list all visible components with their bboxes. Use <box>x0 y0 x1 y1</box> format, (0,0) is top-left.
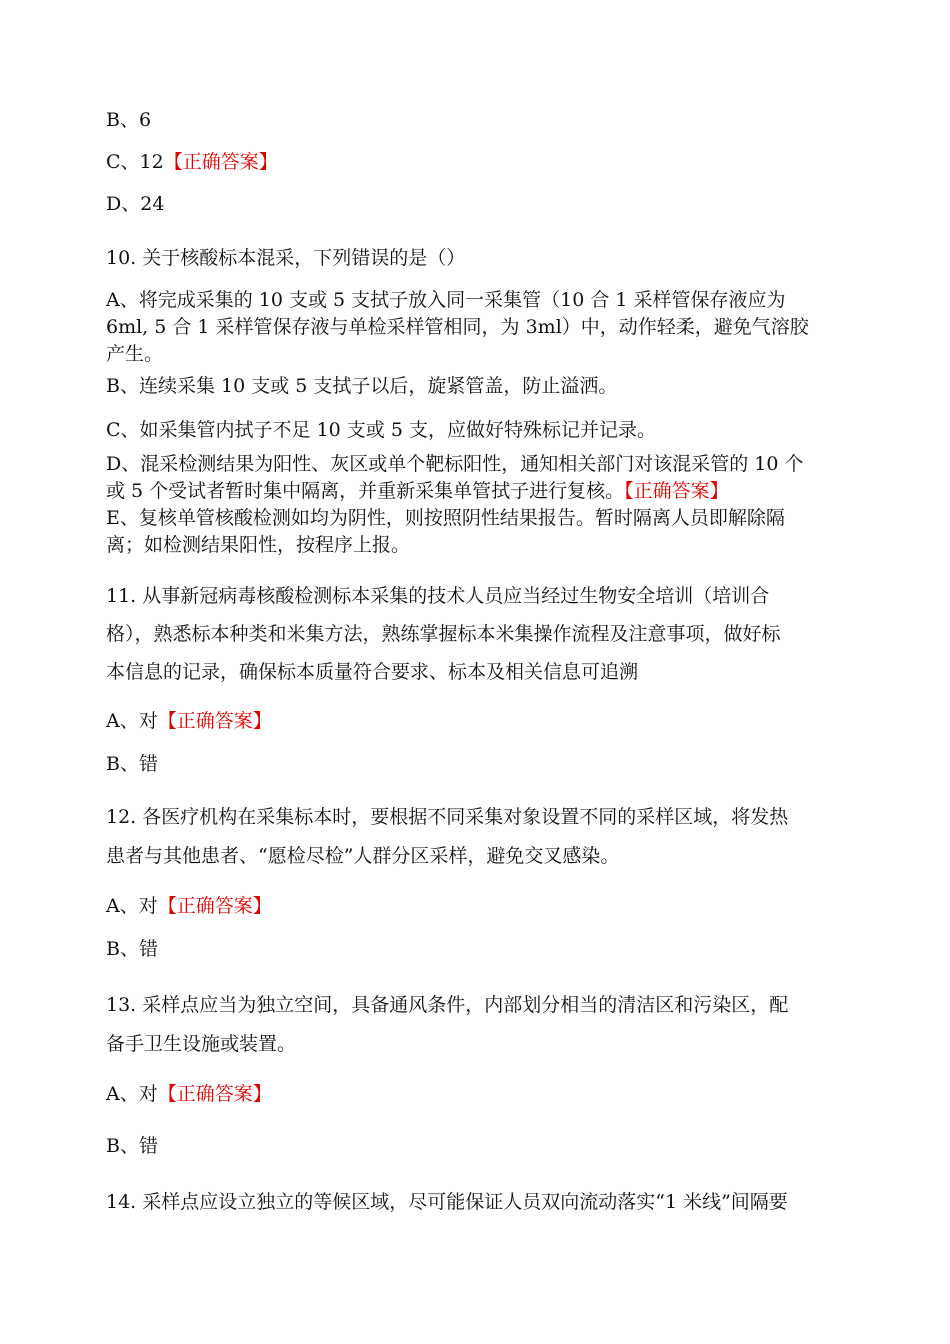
correct-answer-tag: 【正确答案】 <box>157 710 272 732</box>
q10-option-d-line-2 <box>106 477 729 505</box>
q13-stem-line-2: 备手卫生设施或装置。 <box>106 1033 297 1055</box>
q10-option-a-line-2: 6ml, 5 合 1 采样管保存液与单检采样管相同，为 3ml）中，动作轻柔，避免气溶胶 <box>106 316 809 338</box>
q9-option-d: D、24 <box>106 193 165 215</box>
option-text: C、12 <box>106 151 164 173</box>
q11-stem-line-2: 格），熟悉标本种类和米集方法，熟练掌握标本米集操作流程及注意事项，做好标 <box>106 623 781 645</box>
q10-option-c: C、如采集管内拭子不足 10 支或 5 支，应做好特殊标记并记录。 <box>106 419 656 441</box>
q11-option-a <box>106 707 272 735</box>
q10-option-a-line-1: A、将完成采集的 10 支或 5 支拭子放入同一采集管（10 合 1 采样管保存液应为 <box>106 289 786 311</box>
q13-option-b: B、错 <box>106 1135 158 1157</box>
q10-option-a-line-3: 产生。 <box>106 343 164 365</box>
option-text: A、对 <box>106 895 158 917</box>
option-text: A、对 <box>106 710 158 732</box>
correct-answer-tag: 【正确答案】 <box>163 151 278 173</box>
q13-option-a <box>106 1080 272 1108</box>
q9-option-b: B、6 <box>106 109 152 131</box>
q14-stem-line-1: 14. 采样点应设立独立的等候区域，尽可能保证人员双向流动落实“1 米线”间隔要 <box>106 1191 788 1213</box>
q12-option-a <box>106 892 272 920</box>
correct-answer-tag: 【正确答案】 <box>624 480 729 502</box>
option-text: A、对 <box>106 1083 158 1105</box>
correct-answer-tag: 【正确答案】 <box>157 895 272 917</box>
q13-stem-line-1: 13. 采样点应当为独立空间，具备通风条件，内部划分相当的清洁区和污染区，配 <box>106 994 789 1016</box>
q10-option-e-line-1: E、复核单管核酸检测如均为阴性，则按照阴性结果报告。暂时隔离人员即解除隔 <box>106 507 785 529</box>
q10-stem: 10. 关于核酸标本混采，下列错误的是（） <box>106 247 466 269</box>
q10-option-d-line-1: D、混采检测结果为阳性、灰区或单个靶标阳性，通知相关部门对该混采管的 10 个 <box>106 453 804 475</box>
q11-option-b: B、错 <box>106 753 158 775</box>
q11-stem-line-3: 本信息的记录，确保标本质量符合要求、标本及相关信息可追溯 <box>106 661 639 683</box>
q10-option-b: B、连续采集 10 支或 5 支拭子以后，旋紧管盖，防止溢洒。 <box>106 375 618 397</box>
q10-option-e-line-2: 离；如检测结果阳性，按程序上报。 <box>106 534 411 556</box>
q11-stem-line-1: 11. 从事新冠病毒核酸检测标本采集的技术人员应当经过生物安全培训（培训合 <box>106 585 770 607</box>
q12-stem-line-2: 患者与其他患者、“愿检尽检”人群分区采样，避免交叉感染。 <box>106 845 620 867</box>
q12-stem-line-1: 12. 各医疗机构在采集标本时，要根据不同采集对象设置不同的采样区域，将发热 <box>106 806 789 828</box>
q12-option-b: B、错 <box>106 938 158 960</box>
option-text: 或 5 个受试者暂时集中隔离，并重新采集单管拭子进行复核。 <box>106 480 625 502</box>
q9-option-c <box>106 148 278 176</box>
correct-answer-tag: 【正确答案】 <box>157 1083 272 1105</box>
